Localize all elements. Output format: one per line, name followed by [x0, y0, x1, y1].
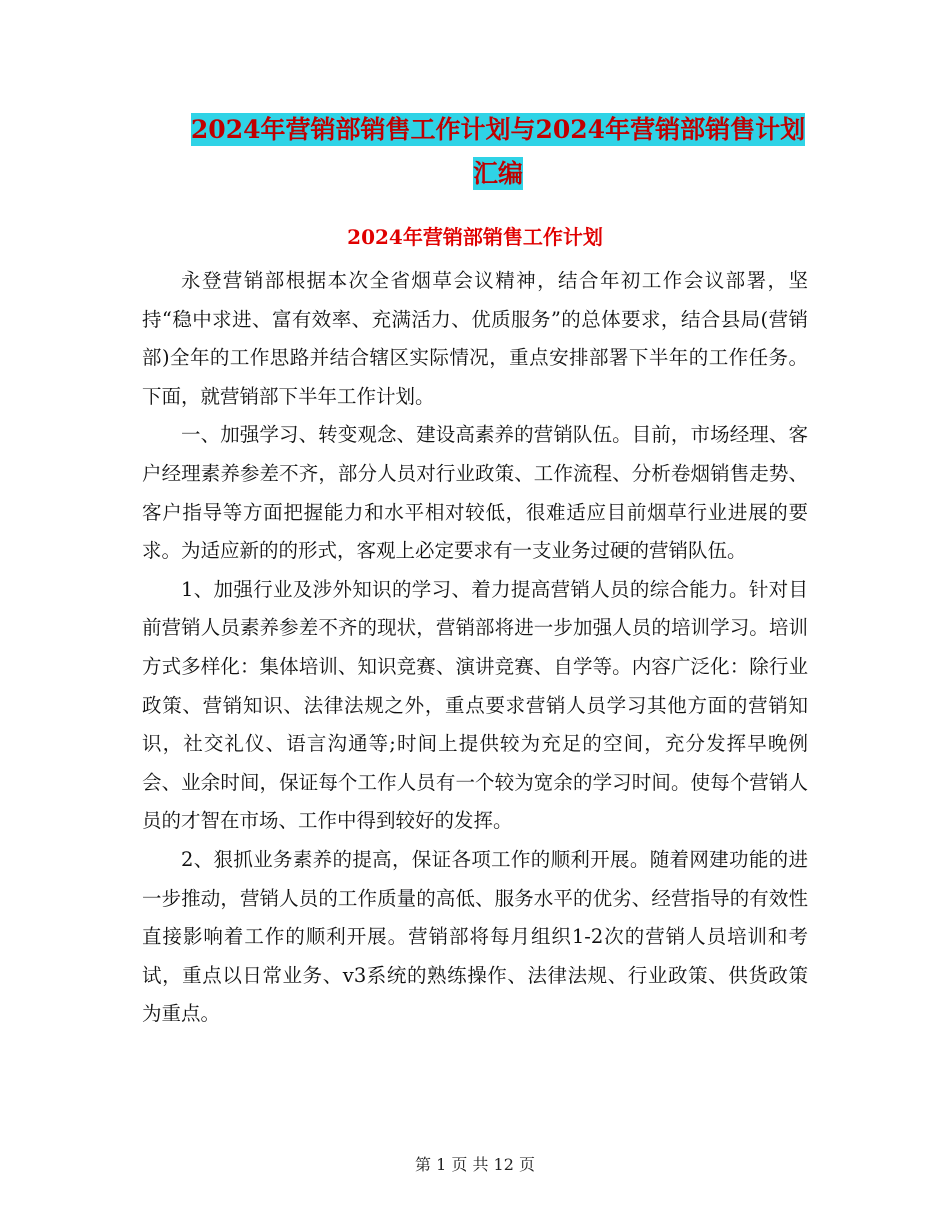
- document-title-line1: 2024年营销部销售工作计划与2024年营销部销售计划: [190, 115, 806, 144]
- paragraph: 永登营销部根据本次全省烟草会议精神，结合年初工作会议部署，坚持“稳中求进、富有效率、充满活力、优质服务”的总体要求，结合县局(营销部)全年的工作思路并结合辖区实际情况，重点安排部署下半年的工作任务。下面，就营销部下半年工作计划。: [142, 269, 808, 408]
- document-title: [140, 108, 856, 196]
- section-title: 2024年营销部销售工作计划: [347, 225, 603, 249]
- page-footer: 第 1 页 共 12 页: [415, 1155, 535, 1174]
- paragraph: 一、加强学习、转变观念、建设高素养的营销队伍。目前，市场经理、客户经理素养参差不齐，部分人员对行业政策、工作流程、分析卷烟销售走势、客户指导等方面把握能力和水平相对较低，很难适应目前烟草行业进展的要求。为适应新的的形式，客观上必定要求有一支业务过硬的营销队伍。: [142, 423, 808, 563]
- paragraph: 1、加强行业及涉外知识的学习、着力提高营销人员的综合能力。针对目前营销人员素养参差不齐的现状，营销部将进一步加强人员的培训学习。培训方式多样化：集体培训、知识竞赛、演讲竞赛、自学等。内容广泛化：除行业政策、营销知识、法律法规之外，重点要求营销人员学习其他方面的营销知识，社交礼仪、语言沟通等;时间上提供较为充足的空间，充分发挥早晚例会、业余时间，保证每个工作人员有一个较为宽余的学习时间。使每个营销人员的才智在市场、工作中得到较好的发挥。: [142, 577, 808, 833]
- document-title-line2: 汇编: [472, 159, 523, 188]
- document-body: [142, 262, 808, 1034]
- paragraph: 2、狠抓业务素养的提高，保证各项工作的顺利开展。随着网建功能的进一步推动，营销人员的工作质量的高低、服务水平的优劣、经营指导的有效性直接影响着工作的顺利开展。营销部将每月组织1-2次的营销人员培训和考试，重点以日常业务、v3系统的熟练操作、法律法规、行业政策、供货政策为重点。: [142, 847, 808, 1026]
